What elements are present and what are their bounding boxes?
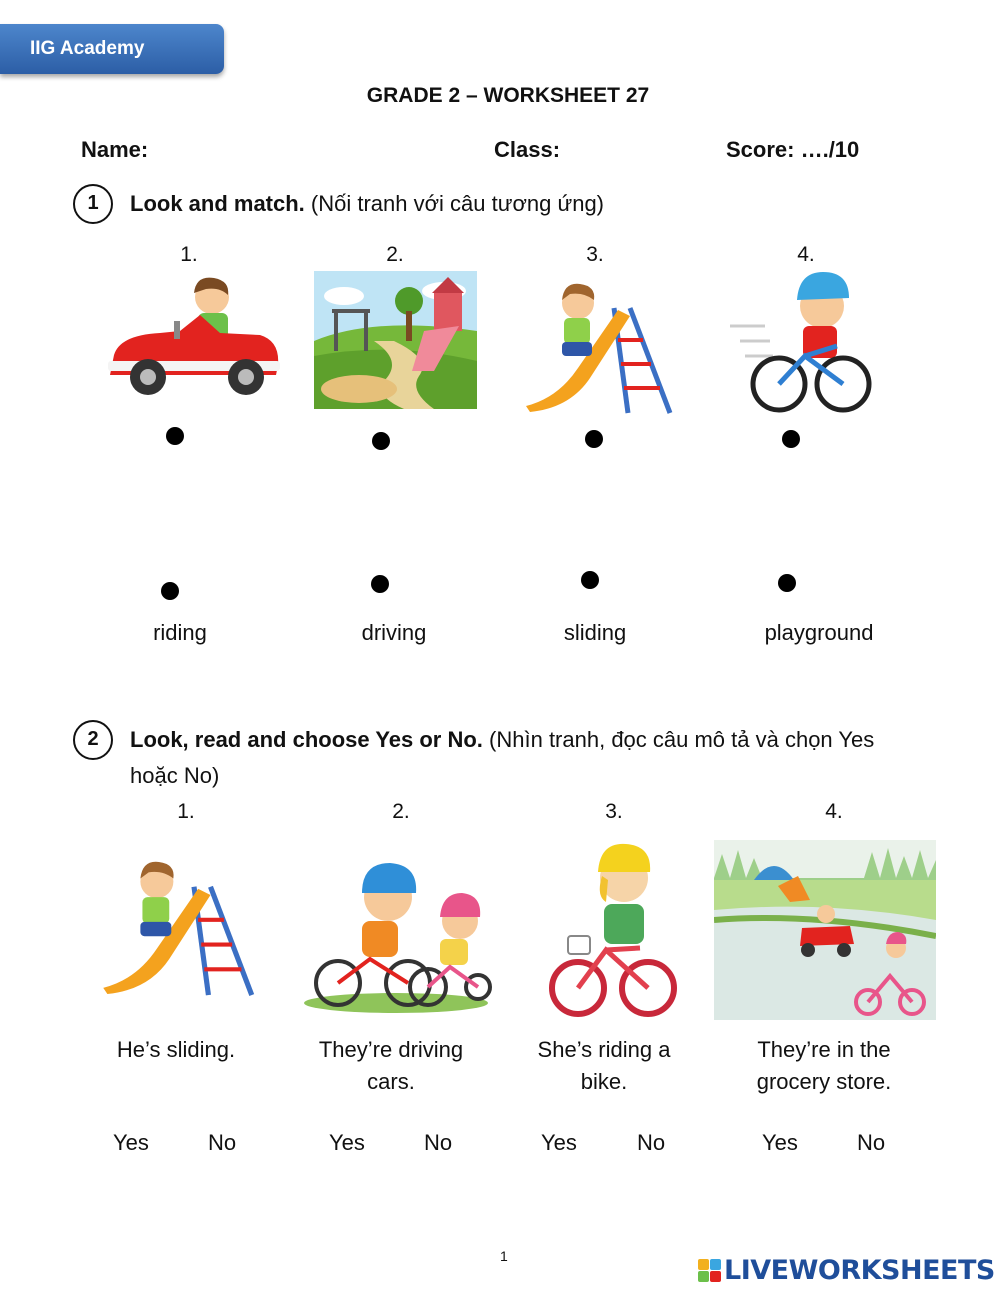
match-item-1-number: 1. (180, 243, 198, 266)
kids-riding-bikes-icon (300, 855, 492, 1015)
match-word-driving: driving (361, 620, 427, 645)
yn-sentence-2: They’re driving cars. (318, 1037, 464, 1094)
worksheet-title: GRADE 2 – WORKSHEET 27 (366, 84, 650, 107)
yn-sentence-4: They’re in the grocery store. (756, 1037, 892, 1094)
liveworksheets-logo (698, 1253, 995, 1287)
section-1-instruction: Look and match. (Nối tranh với câu tương ứng) (130, 191, 604, 216)
boy-on-slide-icon (95, 852, 260, 1004)
yn-3-no-option[interactable]: No (637, 1130, 666, 1155)
boy-on-slide-icon (518, 278, 678, 418)
playground-scene-icon (314, 271, 477, 409)
section-2-instruction: Look, read and choose Yes or No. (Nhìn tranh, đọc câu mô tả và chọn Yes hoặc No) (130, 727, 875, 788)
yn-1-no-option[interactable]: No (208, 1130, 237, 1155)
yn-item-3-number: 3. (605, 800, 623, 823)
yn-3-yes-option[interactable]: Yes (541, 1130, 577, 1155)
yn-2-yes-option[interactable]: Yes (329, 1130, 365, 1155)
yn-sentence-1: He’s sliding. (116, 1037, 236, 1062)
match-item-2-number: 2. (386, 243, 404, 266)
boy-driving-car-icon (100, 275, 282, 400)
match-dot-bottom-2[interactable] (371, 575, 389, 593)
iig-academy-badge: IIG Academy (0, 24, 224, 74)
yn-4-no-option[interactable]: No (857, 1130, 886, 1155)
match-item-3-number: 3. (586, 243, 604, 266)
yn-item-4-number: 4. (825, 800, 843, 823)
section-2-number: 2 (73, 720, 113, 760)
section-1-number: 1 (73, 184, 113, 224)
girl-riding-bike-icon (548, 840, 678, 1020)
match-dot-bottom-4[interactable] (778, 574, 796, 592)
match-word-riding: riding (153, 620, 207, 645)
yn-4-yes-option[interactable]: Yes (762, 1130, 798, 1155)
match-dot-top-2[interactable] (372, 432, 390, 450)
yn-1-yes-option[interactable]: Yes (113, 1130, 149, 1155)
liveworksheets-logo-icon (698, 1259, 721, 1282)
boy-riding-bike-icon (725, 266, 875, 414)
match-word-playground: playground (764, 620, 874, 645)
match-dot-top-4[interactable] (782, 430, 800, 448)
match-dot-top-3[interactable] (585, 430, 603, 448)
yn-sentence-3: She’s riding a bike. (537, 1037, 671, 1094)
match-item-4-number: 4. (797, 243, 815, 266)
liveworksheets-logo-text: LIVEWORKSHEETS (724, 1254, 995, 1286)
name-label: Name: (81, 137, 149, 162)
yn-2-no-option[interactable]: No (424, 1130, 453, 1155)
class-label: Class: (494, 137, 561, 162)
match-word-sliding: sliding (563, 620, 627, 645)
match-dot-bottom-1[interactable] (161, 582, 179, 600)
yn-item-1-number: 1. (177, 800, 195, 823)
match-dot-top-1[interactable] (166, 427, 184, 445)
score-label: Score: …./10 (726, 137, 860, 162)
page-number: 1 (500, 1248, 508, 1264)
park-scene-icon (714, 840, 936, 1020)
match-dot-bottom-3[interactable] (581, 571, 599, 589)
yn-item-2-number: 2. (392, 800, 410, 823)
